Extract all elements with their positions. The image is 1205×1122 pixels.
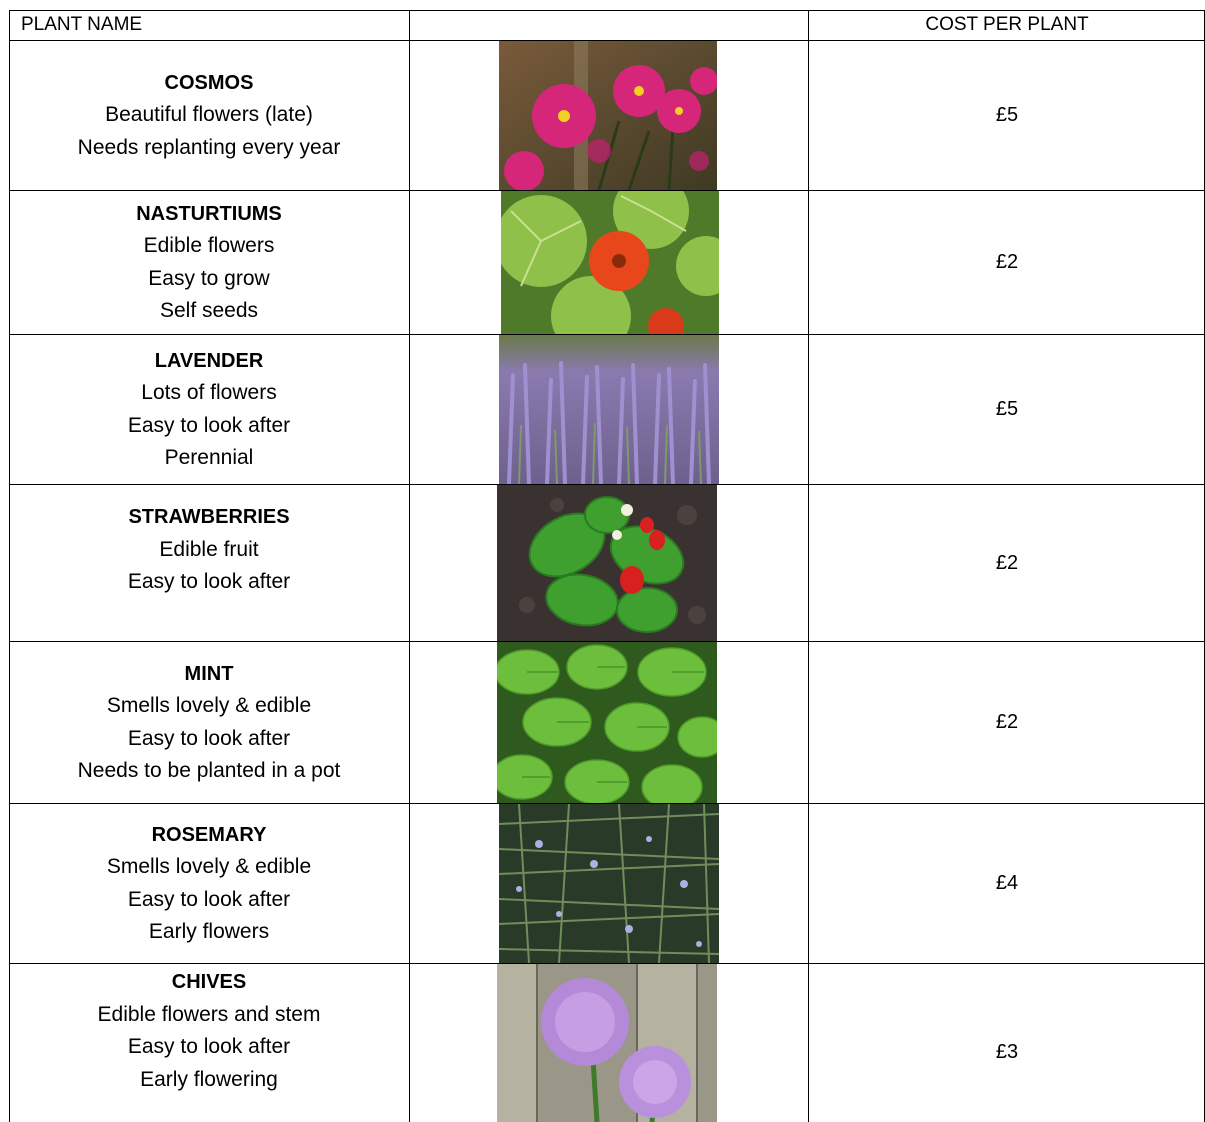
plant-feature: Easy to look after	[127, 570, 291, 593]
plant-description	[9, 964, 409, 1122]
plant-price-table	[9, 10, 1205, 1122]
plant-feature: Smells lovely & edible	[106, 855, 312, 878]
plant-feature: Perennial	[164, 446, 254, 469]
strawberry-plant-photo	[497, 485, 717, 641]
plant-feature: Self seeds	[159, 299, 259, 322]
plant-name: ROSEMARY	[151, 823, 267, 846]
plant-description	[9, 335, 409, 484]
plant-price: £3	[995, 1041, 1019, 1063]
column-header-cost: COST PER PLANT	[925, 14, 1089, 35]
plant-feature: Smells lovely & edible	[106, 694, 312, 717]
column-header-image	[409, 10, 808, 40]
plant-description	[9, 191, 409, 334]
plant-name: LAVENDER	[154, 349, 264, 372]
plant-feature: Needs to be planted in a pot	[77, 759, 341, 782]
table-row-nasturtiums	[9, 191, 1205, 334]
plant-description	[9, 804, 409, 963]
plant-name: CHIVES	[171, 971, 247, 993]
plant-name: NASTURTIUMS	[136, 202, 282, 225]
plant-price: £5	[995, 104, 1019, 126]
mint-leaves-photo	[497, 642, 717, 803]
plant-price: £2	[995, 711, 1019, 733]
table-row-lavender	[9, 335, 1205, 484]
plant-description	[9, 485, 409, 641]
table-row-chives	[9, 964, 1205, 1122]
plant-feature: Edible flowers	[143, 234, 275, 257]
plant-feature: Early flowers	[148, 920, 270, 943]
plant-feature: Edible fruit	[159, 537, 259, 561]
plant-name: STRAWBERRIES	[128, 506, 290, 528]
column-header-plant-name: PLANT NAME	[21, 14, 143, 35]
plant-price: £2	[995, 551, 1019, 574]
plant-feature: Easy to look after	[127, 887, 291, 911]
plant-feature: Early flowering	[140, 1067, 278, 1091]
table-row-mint	[9, 642, 1205, 803]
table-row-rosemary	[9, 804, 1205, 963]
plant-feature: Easy to look after	[127, 413, 291, 437]
chive-flowers-photo	[497, 964, 717, 1122]
plant-feature: Beautiful flowers (late)	[105, 103, 313, 127]
plant-feature: Edible flowers and stem	[97, 1002, 321, 1026]
plant-description	[9, 642, 409, 803]
plant-price: £4	[995, 872, 1019, 894]
plant-description	[9, 41, 409, 190]
plant-feature: Needs replanting every year	[77, 135, 341, 159]
plant-feature: Easy to grow	[148, 266, 270, 290]
plant-feature: Easy to look after	[127, 1035, 291, 1058]
rosemary-bush-photo	[499, 804, 719, 963]
cosmos-flower-photo	[499, 41, 717, 190]
plant-name: MINT	[184, 662, 234, 685]
plant-price: £2	[995, 251, 1019, 273]
table-row-strawberries	[9, 485, 1205, 641]
table-row-cosmos	[9, 41, 1205, 190]
plant-feature: Easy to look after	[127, 726, 291, 750]
plant-name: COSMOS	[164, 71, 254, 94]
plant-price: £5	[995, 398, 1019, 420]
plant-feature: Lots of flowers	[141, 381, 277, 404]
nasturtium-flower-photo	[501, 191, 719, 334]
lavender-field-photo	[499, 335, 719, 484]
